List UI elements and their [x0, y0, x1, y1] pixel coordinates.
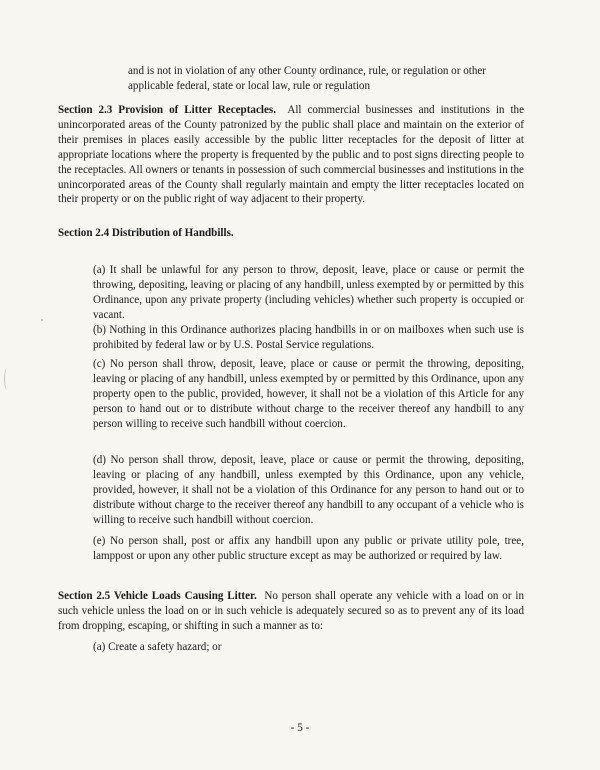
section-2-5-body: No person shall operate any vehicle with a load on or in such vehicle unless the load on or in such vehicle is adequately secured so as to prevent any of its load from dropping, escaping, or shifting in such a manner as to:	[58, 590, 524, 632]
section-2-5-item-a: (a) Create a safety hazard; or	[93, 641, 222, 653]
section-2-4-heading: Section 2.4 Distribution of Handbills.	[58, 227, 234, 239]
section-2-3-body: All commercial businesses and institutions in the unincorporated areas of the County patronized by the public shall place and maintain on the exterior of their premises in places easily accessible by the public litter receptacles for the deposit of litter at appropriate locations where the property is frequented by the public and to post signs directing people to the receptacles. All owners or tenants in possession of such commercial businesses and institutions in the unincorporated areas of the County shall regularly maintain and empty the litter receptacles located on their property or on the public right of way adjacent to their property.	[58, 104, 525, 206]
section-2-4-item-b: (b) Nothing in this Ordinance authorizes placing handbills in or on mailboxes when such use is prohibited by federal law or by U.S. Postal Service regulations.	[93, 324, 524, 351]
scan-dot	[41, 319, 43, 321]
section-2-4-item-c: (c) No person shall throw, deposit, leave, place or cause or permit the throwing, depositing, leaving or placing of any handbill, unless exempted by or permitted by this Ordinance, upon any property open to the public, provided, however, it shall not be a violation of this Article for any person to hand out or to distribute without charge to the receiver thereof any handbill to any person willing to receive such handbill without coercion.	[93, 358, 524, 430]
continued-paragraph: and is not in violation of any other County ordinance, rule, or regulation or other applicable federal, state or local law, rule or regulation	[128, 65, 486, 92]
section-2-4-item-e: (e) No person shall, post or affix any handbill upon any public or private utility pole, tree, lamppost or upon any other public structure except as may be authorized or required by law.	[93, 535, 524, 562]
section-2-3-heading: Section 2.3 Provision of Litter Receptacles.	[58, 104, 276, 116]
section-2-5-paragraph	[58, 589, 524, 634]
section-2-4-item-d: (d) No person shall throw, deposit, leave, place or cause or permit the throwing, depositing, leaving or placing of any handbill, unless exempted by this Ordinance, upon any vehicle, provided, however, it shall not be a violation of this Ordinance for any person to hand out or to distribute without charge to the receiver thereof any handbill to any occupant of a vehicle who is willing to receive such handbill without coercion.	[93, 454, 524, 526]
section-2-3-paragraph	[58, 103, 524, 207]
page-number: - 5 -	[290, 722, 310, 734]
section-2-4-item-a: (a) It shall be unlawful for any person to throw, deposit, leave, place or cause or permit the throwing, depositing, leaving or placing of any handbill, unless exempted by or permitted by this Ordinance, upon any private property (including vehicles) whether such property is occupied or vacant.	[93, 264, 524, 321]
scan-mark	[4, 368, 10, 390]
section-2-5-heading: Section 2.5 Vehicle Loads Causing Litter.	[58, 590, 257, 602]
